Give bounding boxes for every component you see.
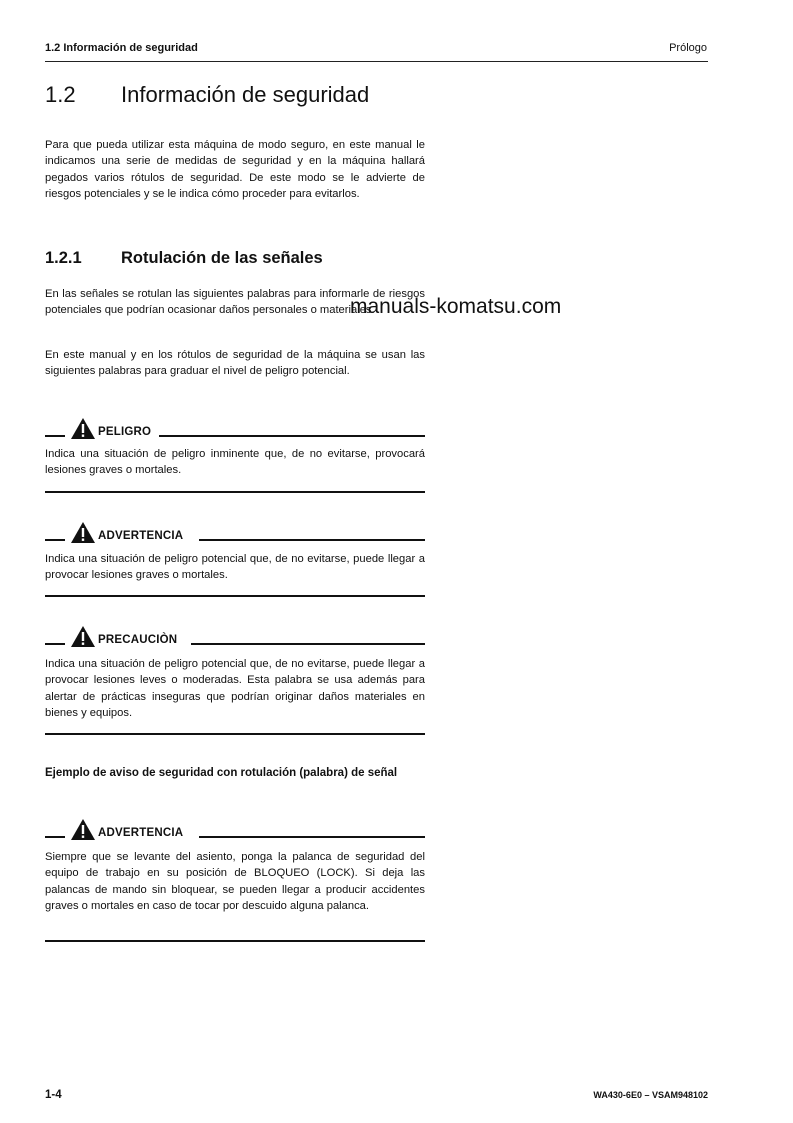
warning-triangle-icon [71,626,95,647]
notice-rule-right [191,643,425,645]
page-title: Información de seguridad [121,82,370,107]
notice-label: ADVERTENCIA [98,530,184,542]
example-notice-text: Siempre que se levante del asiento, ponga la palanca de seguridad del equipo de trabajo en su posición de BLOQUEO (LOCK). Si deja las palancas de mando sin bloquear, se pueden llegar a producir accidentes graves o mortales en caso de tocar por descuido alguna palanca. [45,851,425,913]
notice-rule-left [45,836,65,838]
notice-text-precaucion: Indica una situación de peligro potencial que, de no evitarse, puede llegar a provocar lesiones leves o moderadas. Esta palabra se usa además para alertar de prácticas inseguras que podrían originar daños materiales en bienes y equipos. [45,658,425,720]
page-number: 1-4 [45,1089,62,1101]
intro-paragraph: Para que pueda utilizar esta máquina de modo seguro, en este manual le indicamos una serie de medidas de seguridad y en la máquina hallará pegados varios rótulos de seguridad. De este modo se le advierte de riesgos potenciales y se le indica cómo proceder para evitarlos. [45,139,425,201]
subsection-title: Rotulación de las señales [121,249,323,267]
notice-rule-left [45,643,65,645]
notice-rule-right [159,435,425,437]
section-number: 1.2 [45,82,76,107]
warning-triangle-icon [71,819,95,840]
notice-label: PRECAUCIÒN [98,634,178,646]
document-code: WA430-6E0 – VSAM948102 [593,1090,708,1100]
notice-header-precaucion [45,627,425,647]
paragraph-signal-words: En las señales se rotulan las siguientes palabras para informarle de riesgos potenciales que podrían ocasionar daños personales o materiales. [45,288,425,317]
running-header-chapter: Prólogo [669,42,707,54]
notice-rule-left [45,435,65,437]
notice-header-advertencia [45,523,425,543]
notice-divider [45,733,425,735]
paragraph-hazard-levels: En este manual y en los rótulos de seguridad de la máquina se usan las siguientes palabras para graduar el nivel de peligro potencial. [45,349,425,378]
warning-triangle-icon [71,418,95,439]
notice-rule-right [199,539,425,541]
notice-text-peligro: Indica una situación de peligro inminente que, de no evitarse, provocará lesiones graves o mortales. [45,448,425,477]
subsection-number: 1.2.1 [45,249,82,267]
example-heading: Ejemplo de aviso de seguridad con rotulación (palabra) de señal [45,767,398,779]
notice-rule-left [45,539,65,541]
notice-label: PELIGRO [98,426,152,438]
example-notice-header [45,820,425,840]
header-divider [45,61,708,62]
notice-text-advertencia: Indica una situación de peligro potencial que, de no evitarse, puede llegar a provocar lesiones graves o mortales. [45,553,425,582]
notice-divider [45,595,425,597]
notice-divider [45,491,425,493]
notice-label: ADVERTENCIA [98,827,184,839]
notice-divider [45,940,425,942]
warning-triangle-icon [71,522,95,543]
notice-header-peligro [45,419,425,439]
watermark-text: manuals-komatsu.com [350,295,562,318]
running-header-section: 1.2 Información de seguridad [45,42,198,54]
notice-rule-right [199,836,425,838]
